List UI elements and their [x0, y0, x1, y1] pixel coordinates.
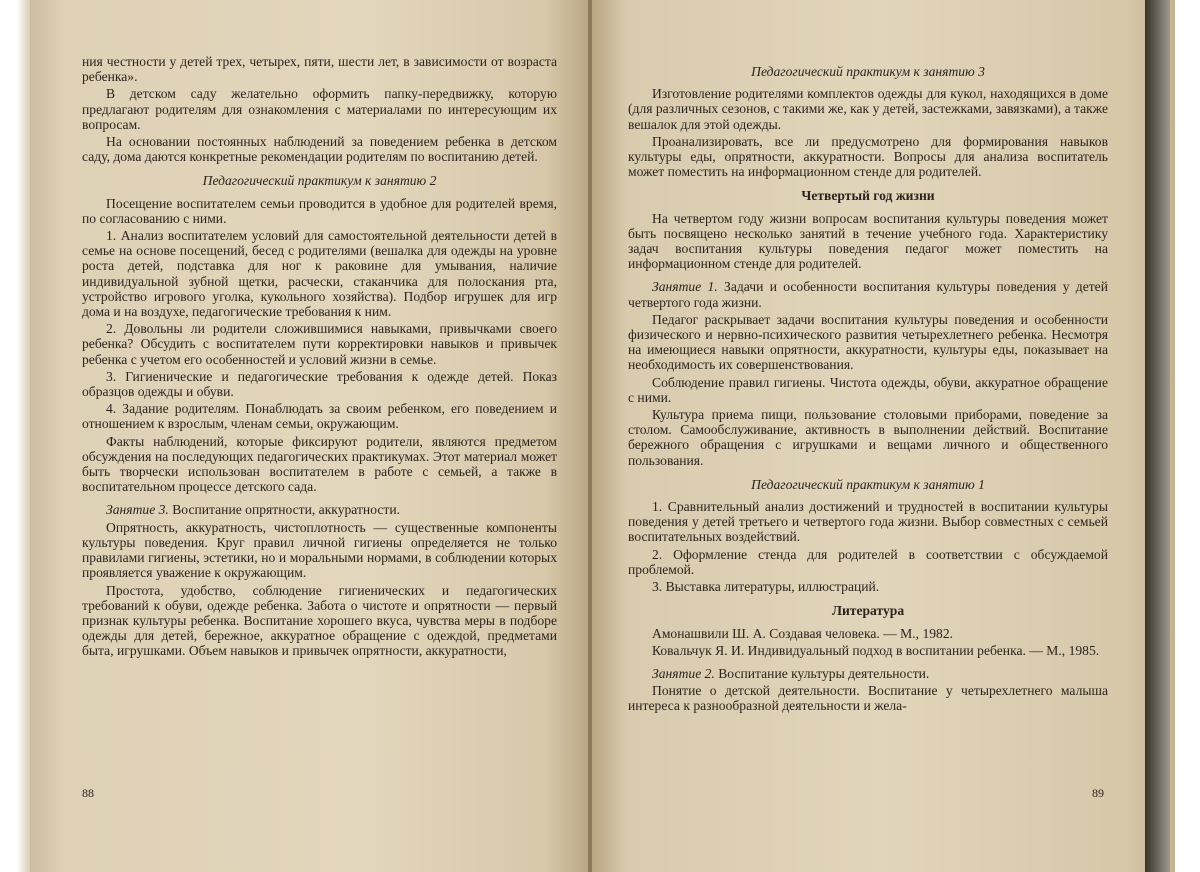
lesson-title: [628, 666, 1108, 681]
left-page: [30, 0, 590, 872]
paragraph: Простота, удобство, соблюдение гигиенических и педагогических требований к обуви, одежде ребенка. Забота о чистоте и опрятности — первый признак культуры ребенка. Воспитание хорошего вкуса, чувства меры в подборе одежды для детей, бережное, аккуратное обращение с одеждой, предметами быта, игрушками. Объем навыков и привычек опрятности, аккуратности,: [82, 582, 557, 659]
paragraph: На основании постоянных наблюдений за поведением ребенка в детском саду, дома даются конкретные рекомендации родителям по воспитанию детей.: [82, 134, 557, 165]
section-heading: Педагогический практикум к занятию 1: [751, 476, 985, 492]
paragraph: Опрятность, аккуратность, чистоплотность — существенные компоненты культуры поведения. Круг правил личной гигиены определяется не только правилами гигиены, эстетики, но и моральными нормами, в соблюдении которых проявляется уважение к окружающим.: [82, 519, 557, 581]
paragraph: На четвертом году жизни вопросам воспитания культуры поведения может быть посвящено несколько занятий в течение учебного года. Характеристику задач воспитания культуры поведения педагог может поместить на информационном стенде для родителей.: [628, 210, 1108, 272]
book-cover-edge: [1145, 0, 1170, 872]
paragraph: Понятие о детской деятельности. Воспитание у четырехлетнего малыша интереса к разнообразной деятельности и жела-: [628, 683, 1108, 714]
paragraph: 2. Оформление стенда для родителей в соответствии с обсуждаемой проблемой.: [628, 546, 1108, 577]
paragraph: 3. Гигиенические и педагогические требования к одежде детей. Показ образцов одежды и обуви.: [82, 368, 557, 400]
right-page-text: [628, 55, 1108, 714]
right-page: [592, 0, 1175, 872]
lesson-title: [628, 279, 1108, 309]
paragraph: Изготовление родителями комплектов одежды для кукол, находящихся в доме (для различных сезонов, с такими же, как у детей, застежками, завязками), а также вешалок для этой одежды.: [628, 86, 1108, 132]
paragraph: 1. Сравнительный анализ достижений и трудностей в воспитании культуры поведения у детей третьего и четвертого года жизни. Выбор совместных с семьей воспитательных воздействий.: [628, 499, 1108, 545]
lesson-label: Занятие 3.: [106, 502, 169, 518]
paragraph: Факты наблюдений, которые фиксируют родители, являются предметом обсуждения на последующих педагогических практикумах. Этот материал может быть творчески использован воспитателем в работе с семьей, а также в воспитательном процессе детского сада.: [82, 433, 557, 495]
left-page-number: 88: [82, 786, 94, 800]
lesson-label: Занятие 2.: [652, 665, 715, 681]
paragraph: 1. Анализ воспитателем условий для самостоятельной деятельности детей в семье на основе посещений, бесед с родителями (вешалка для одежды на уровне роста детей, подставка для ног к раковине для умывания, наличие индивидуальной зубной щетки, расчески, стаканчика для полоскания рта, устройство игрового уголка, кукольного хозяйства). Подбор игрушек для игр дома и на воздухе, педагогические требования к ним.: [82, 228, 557, 320]
scan-left-edge: [18, 0, 30, 872]
lesson-topic: Воспитание опрятности, аккуратности.: [168, 502, 400, 518]
paragraph: Педагог раскрывает задачи воспитания культуры поведения и особенности физического и нервно-психического развития четырехлетнего ребенка. Несмотря на имеющиеся навыки опрятности, аккуратности, культуры еды, показывает на необходимость их совершенствования.: [628, 311, 1108, 373]
paragraph: 3. Выставка литературы, иллюстраций.: [652, 579, 880, 595]
section-title: Четвертый год жизни: [801, 188, 935, 204]
book-spread: [30, 0, 1175, 872]
right-page-number: 89: [1092, 786, 1104, 800]
paragraph: Проанализировать, все ли предусмотрено для формирования навыков культуры еды, опрятности, аккуратности. Вопросы для анализа воспитатель может поместить на информационном стенде для родителей.: [628, 133, 1108, 180]
lesson-title: [82, 502, 557, 517]
lesson-topic: Задачи и особенности воспитания культуры поведения у детей четвертого года жизни.: [628, 279, 1108, 310]
paragraph: Культура приема пищи, пользование столовыми приборами, поведение за столом. Самообслуживание, активность в выполнении действий. Воспитание бережного обращения с игрушками и вещами личного и общественного пользования.: [628, 407, 1108, 468]
section-title: Литература: [831, 603, 905, 619]
section-heading: Педагогический практикум к занятию 2: [202, 173, 437, 189]
paragraph: Посещение воспитателем семьи проводится в удобное для родителей время, по согласованию с ними.: [82, 195, 557, 226]
paragraph: Соблюдение правил гигиены. Чистота одежды, обуви, аккуратное обращение с ними.: [628, 374, 1108, 405]
paragraph: 4. Задание родителям. Понаблюдать за своим ребенком, его поведением и отношением к взрослым, членам семьи, окружающим.: [82, 401, 557, 432]
paragraph: Ковальчук Я. И. Индивидуальный подход в воспитании ребенка. — М., 1985.: [652, 642, 1100, 658]
lesson-label: Занятие 1.: [652, 279, 718, 295]
paragraph: В детском саду желательно оформить папку-передвижку, которую предлагают родителям для ознакомления с материалами по интересующим их вопросам.: [82, 86, 557, 132]
paragraph: ния честности у детей трех, четырех, пяти, шести лет, в зависимости от возраста ребенка».: [82, 54, 557, 85]
section-heading: Педагогический практикум к занятию 3: [751, 64, 985, 79]
paragraph: Амонашвили Ш. А. Создавая человека. — М., 1982.: [652, 625, 954, 641]
left-page-text: [82, 54, 557, 659]
paragraph: 2. Довольны ли родители сложившимися навыками, привычками своего ребенка? Обсудить с воспитателем пути корректировки навыков и привычек ребенка с учетом его особенностей и условий жизни в семье.: [82, 321, 557, 367]
lesson-topic: Воспитание культуры деятельности.: [714, 665, 930, 681]
